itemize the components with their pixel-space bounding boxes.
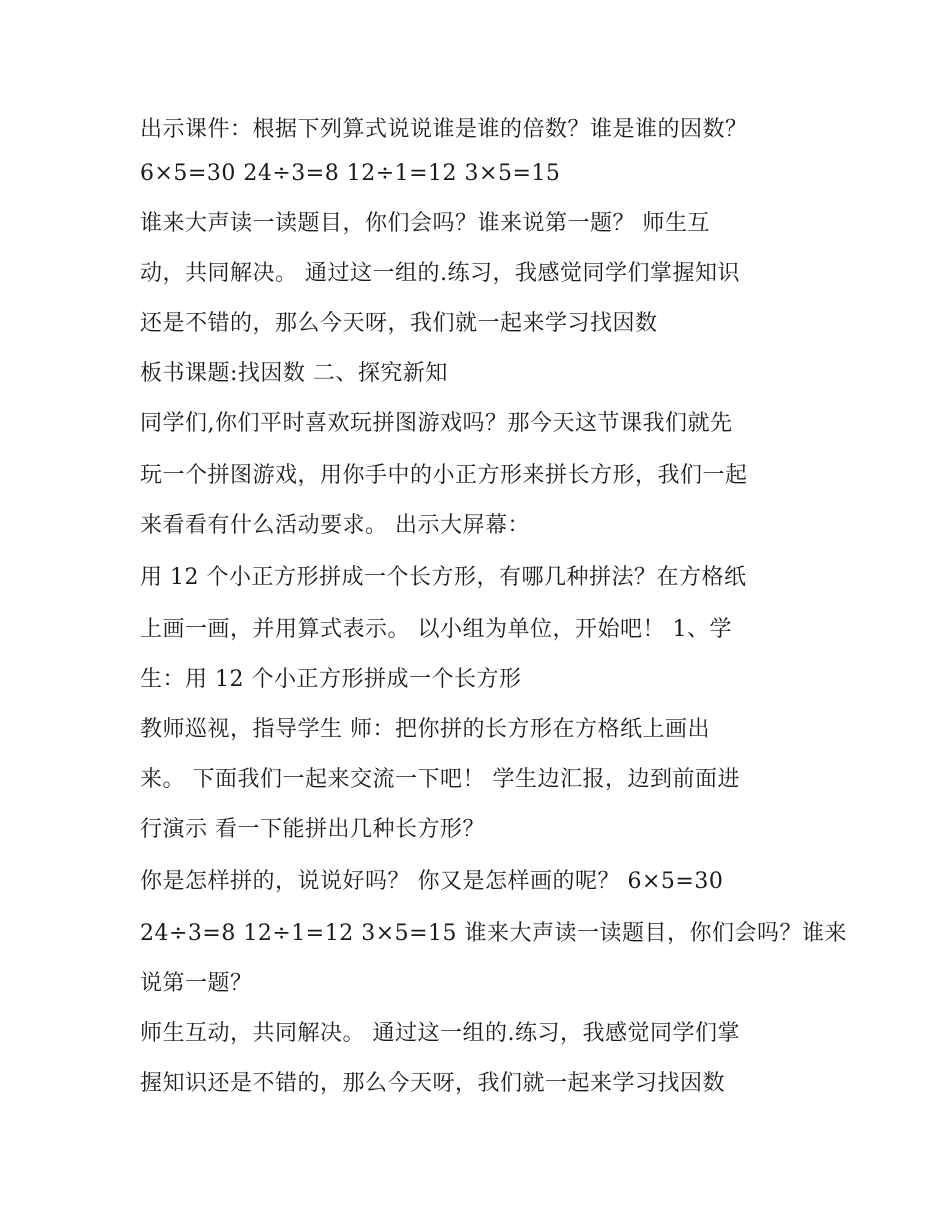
text-line-11: 上画一画，并用算式表示。 以小组为单位，开始吧！ 1、学 bbox=[140, 617, 732, 642]
text-line-20: 握知识还是不错的，那么今天呀，我们就一起来学习找因数 bbox=[140, 1071, 726, 1096]
text-line-17: 24÷3=8 12÷1=12 3×5=15 谁来大声读一读题目，你们会吗？谁来 bbox=[140, 921, 848, 946]
text-line-4: 动，共同解决。 通过这一组的.练习，我感觉同学们掌握知识 bbox=[140, 261, 740, 286]
text-line-13: 教师巡视，指导学生 师：把你拼的长方形在方格纸上画出 bbox=[140, 717, 710, 742]
text-line-2: 6×5=30 24÷3=8 12÷1=12 3×5=15 bbox=[140, 161, 561, 186]
text-line-9: 来看看有什么活动要求。 出示大屏幕： bbox=[140, 513, 530, 538]
text-line-8: 玩一个拼图游戏，用你手中的小正方形来拼长方形，我们一起 bbox=[140, 463, 748, 488]
text-line-12: 生：用 12 个小正方形拼成一个长方形 bbox=[140, 667, 522, 692]
text-line-15: 行演示 看一下能拼出几种长方形？ bbox=[140, 817, 485, 842]
text-line-1: 出示课件：根据下列算式说说谁是谁的倍数？谁是谁的因数？ bbox=[140, 117, 748, 142]
text-line-3: 谁来大声读一读题目，你们会吗？谁来说第一题？ 师生互 bbox=[140, 211, 710, 236]
text-line-19: 师生互动，共同解决。 通过这一组的.练习，我感觉同学们掌 bbox=[140, 1021, 740, 1046]
text-line-5: 还是不错的，那么今天呀，我们就一起来学习找因数 bbox=[140, 311, 658, 336]
text-line-7: 同学们,你们平时喜欢玩拼图游戏吗？那今天这节课我们就先 bbox=[140, 411, 733, 436]
text-line-6: 板书课题:找因数 二、探究新知 bbox=[140, 361, 448, 386]
text-line-14: 来。 下面我们一起来交流一下吧！ 学生边汇报，边到前面进 bbox=[140, 767, 740, 792]
text-line-10: 用 12 个小正方形拼成一个长方形，有哪几种拼法？在方格纸 bbox=[140, 565, 747, 590]
text-line-18: 说第一题？ bbox=[140, 971, 253, 996]
text-line-16: 你是怎样拼的，说说好吗？ 你又是怎样画的呢？ 6×5=30 bbox=[140, 869, 724, 894]
